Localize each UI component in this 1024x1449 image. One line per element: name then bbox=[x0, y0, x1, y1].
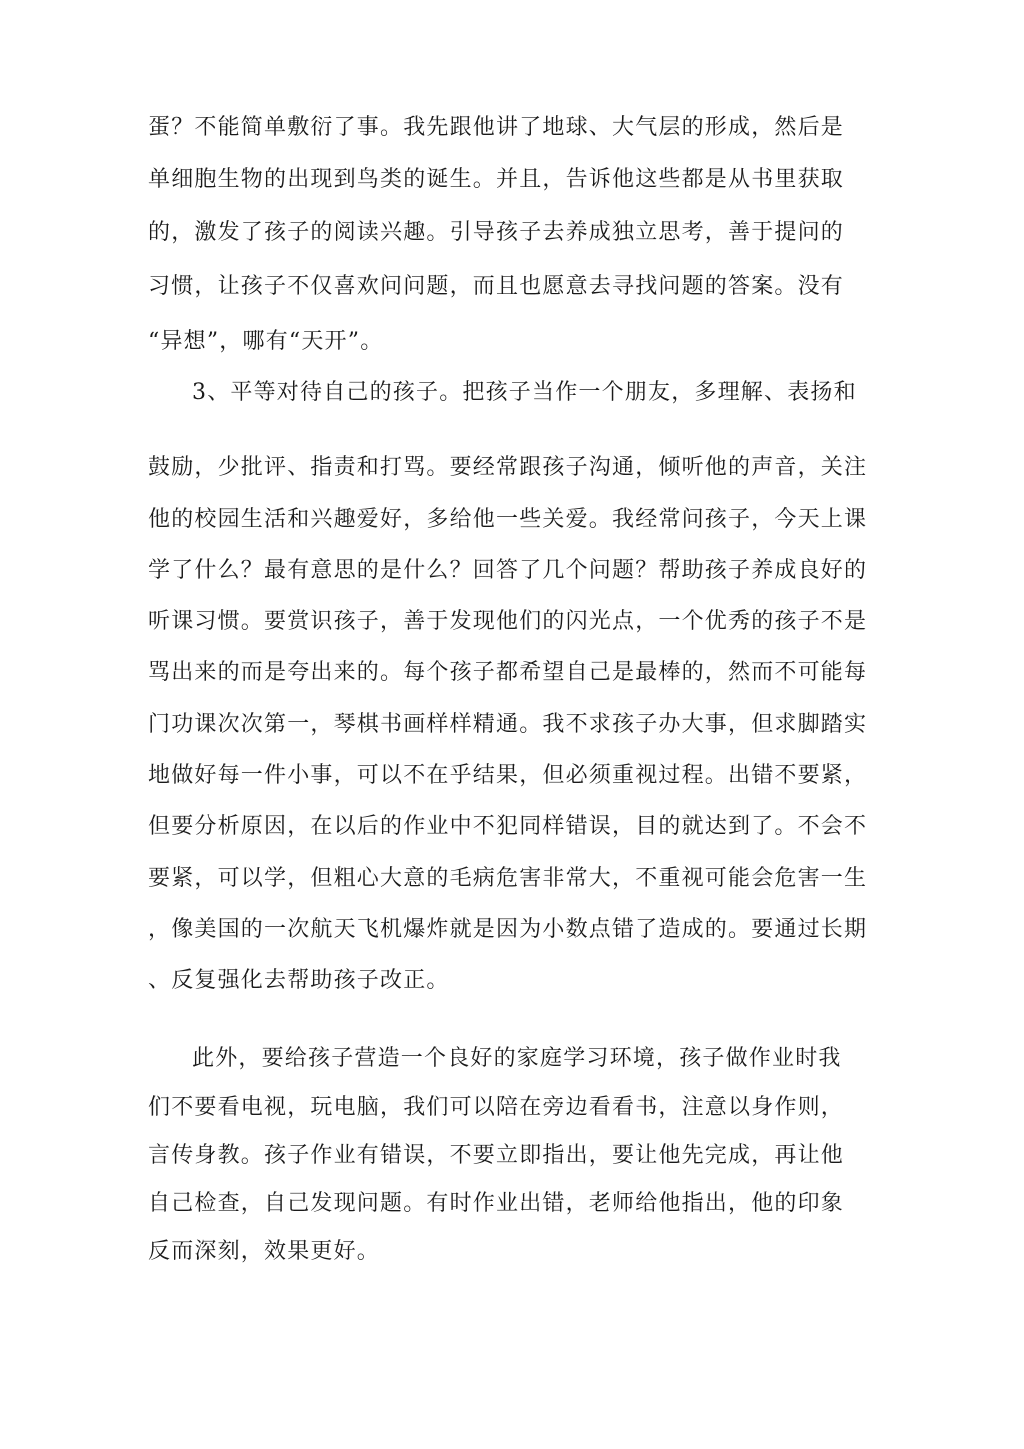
text-line: 学了什么？最有意思的是什么？回答了几个问题？帮助孩子养成良好的 bbox=[148, 558, 868, 583]
text-line: 门功课次次第一，琴棋书画样样精通。我不求孩子办大事，但求脚踏实 bbox=[148, 712, 868, 737]
text-line: 习惯，让孩子不仅喜欢问问题，而且也愿意去寻找问题的答案。没有 bbox=[148, 274, 845, 299]
text-line: 鼓励，少批评、指责和打骂。要经常跟孩子沟通，倾听他的声音，关注 bbox=[148, 455, 868, 480]
text-line: 但要分析原因，在以后的作业中不犯同样错误，目的就达到了。不会不 bbox=[148, 814, 868, 839]
text-line: 单细胞生物的出现到鸟类的诞生。并且，告诉他这些都是从书里获取 bbox=[148, 167, 845, 192]
text-line: ，像美国的一次航天飞机爆炸就是因为小数点错了造成的。要通过长期 bbox=[148, 917, 868, 942]
text-line: 的，激发了孩子的阅读兴趣。引导孩子去养成独立思考，善于提问的 bbox=[148, 220, 845, 245]
text-line: 们不要看电视，玩电脑，我们可以陪在旁边看看书，注意以身作则， bbox=[148, 1095, 845, 1120]
text-line: 、反复强化去帮助孩子改正。 bbox=[148, 968, 450, 993]
text-line: 3、平等对待自己的孩子。把孩子当作一个朋友，多理解、表扬和 bbox=[192, 380, 857, 405]
text-line: 自己检查，自己发现问题。有时作业出错，老师给他指出，他的印象 bbox=[148, 1191, 845, 1216]
text-line: “异想”，哪有“天开”。 bbox=[148, 329, 384, 354]
text-line: 反而深刻，效果更好。 bbox=[148, 1239, 381, 1264]
text-line: 骂出来的而是夸出来的。每个孩子都希望自己是最棒的，然而不可能每 bbox=[148, 660, 868, 685]
text-line: 言传身教。孩子作业有错误，不要立即指出，要让他先完成，再让他 bbox=[148, 1143, 845, 1168]
text-line: 听课习惯。要赏识孩子，善于发现他们的闪光点，一个优秀的孩子不是 bbox=[148, 609, 868, 634]
text-line: 地做好每一件小事，可以不在乎结果，但必须重视过程。出错不要紧， bbox=[148, 763, 868, 788]
text-line: 他的校园生活和兴趣爱好，多给他一些关爱。我经常问孩子，今天上课 bbox=[148, 507, 868, 532]
text-line: 要紧，可以学，但粗心大意的毛病危害非常大，不重视可能会危害一生 bbox=[148, 866, 868, 891]
text-line: 此外，要给孩子营造一个良好的家庭学习环境，孩子做作业时我 bbox=[192, 1046, 842, 1071]
text-line: 蛋？不能简单敷衍了事。我先跟他讲了地球、大气层的形成，然后是 bbox=[148, 115, 845, 140]
